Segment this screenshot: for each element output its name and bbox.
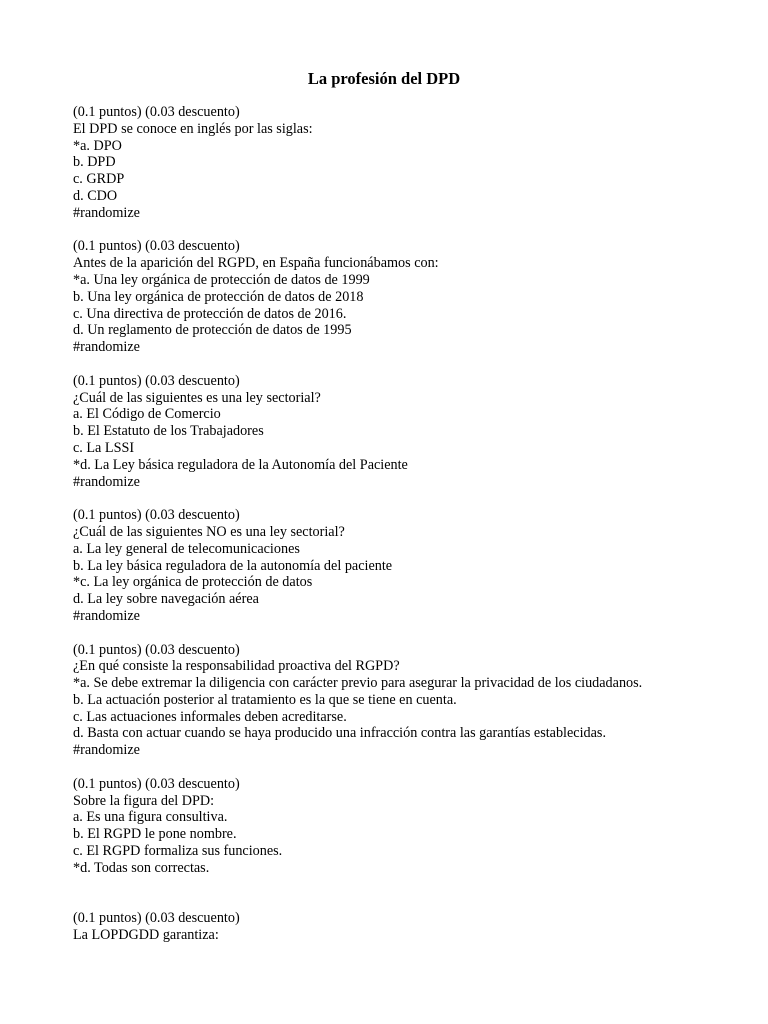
answer-option: a. La ley general de telecomunicaciones [73, 540, 300, 557]
answer-option: b. La ley básica reguladora de la autonomía del paciente [73, 557, 393, 574]
answer-option: a. El Código de Comercio [73, 406, 221, 423]
randomize-tag: #randomize [73, 473, 140, 490]
answer-option: d. La ley sobre navegación aérea [73, 591, 259, 608]
question-header: (0.1 puntos) (0.03 descuento) [73, 372, 240, 389]
question-6 [73, 776, 753, 877]
question-prompt: ¿Cuál de las siguientes NO es una ley sectorial? [73, 523, 345, 540]
question-prompt: Antes de la aparición del RGPD, en España funcionábamos con: [73, 255, 439, 272]
answer-option: c. Las actuaciones informales deben acreditarse. [73, 708, 347, 725]
answer-option: c. Una directiva de protección de datos de 2016. [73, 305, 347, 322]
randomize-tag: #randomize [73, 339, 140, 356]
answer-option: d. CDO [73, 187, 118, 204]
spacer [73, 625, 753, 642]
answer-option: *d. Todas son correctas. [73, 859, 210, 876]
question-header: (0.1 puntos) (0.03 descuento) [73, 775, 240, 792]
answer-option: *a. DPO [73, 137, 122, 154]
answer-option: d. Un reglamento de protección de datos de 1995 [73, 322, 352, 339]
question-7 [73, 910, 753, 944]
question-4 [73, 507, 753, 625]
question-header: (0.1 puntos) (0.03 descuento) [73, 910, 240, 927]
quiz-content [73, 104, 753, 944]
answer-option: c. GRDP [73, 171, 125, 188]
spacer [73, 490, 753, 507]
question-1 [73, 104, 753, 222]
answer-option: c. El RGPD formaliza sus funciones. [73, 843, 283, 860]
spacer [73, 222, 753, 239]
answer-option: d. Basta con actuar cuando se haya producido una infracción contra las garantías establecidas. [73, 725, 606, 742]
answer-option: a. Es una figura consultiva. [73, 809, 228, 826]
randomize-tag: #randomize [73, 607, 140, 624]
answer-option: *c. La ley orgánica de protección de datos [73, 574, 313, 591]
question-prompt: La LOPDGDD garantiza: [73, 927, 219, 944]
question-prompt: Sobre la figura del DPD: [73, 792, 215, 809]
question-header: (0.1 puntos) (0.03 descuento) [73, 238, 240, 255]
question-5 [73, 642, 753, 760]
answer-option: b. El RGPD le pone nombre. [73, 826, 237, 843]
question-3 [73, 373, 753, 491]
answer-option: c. La LSSI [73, 439, 135, 456]
question-header: (0.1 puntos) (0.03 descuento) [73, 507, 240, 524]
question-prompt: El DPD se conoce en inglés por las siglas: [73, 120, 313, 137]
spacer [73, 759, 753, 776]
question-2 [73, 238, 753, 356]
spacer [73, 877, 753, 911]
question-header: (0.1 puntos) (0.03 descuento) [73, 104, 240, 120]
answer-option: *a. Una ley orgánica de protección de datos de 1999 [73, 271, 370, 288]
answer-option: b. Una ley orgánica de protección de datos de 2018 [73, 288, 364, 305]
document-title: La profesión del DPD [307, 69, 461, 88]
question-prompt: ¿Cuál de las siguientes es una ley sectorial? [73, 389, 321, 406]
answer-option: *a. Se debe extremar la diligencia con carácter previo para asegurar la privacidad de los ciudadanos. [73, 675, 643, 692]
answer-option: b. La actuación posterior al tratamiento es la que se tiene en cuenta. [73, 691, 457, 708]
answer-option: *d. La Ley básica reguladora de la Autonomía del Paciente [73, 456, 408, 473]
answer-option: b. El Estatuto de los Trabajadores [73, 423, 264, 440]
question-header: (0.1 puntos) (0.03 descuento) [73, 641, 240, 658]
answer-option: b. DPD [73, 154, 116, 171]
question-prompt: ¿En qué consiste la responsabilidad proactiva del RGPD? [73, 658, 400, 675]
randomize-tag: #randomize [73, 204, 140, 221]
spacer [73, 356, 753, 373]
randomize-tag: #randomize [73, 742, 140, 759]
